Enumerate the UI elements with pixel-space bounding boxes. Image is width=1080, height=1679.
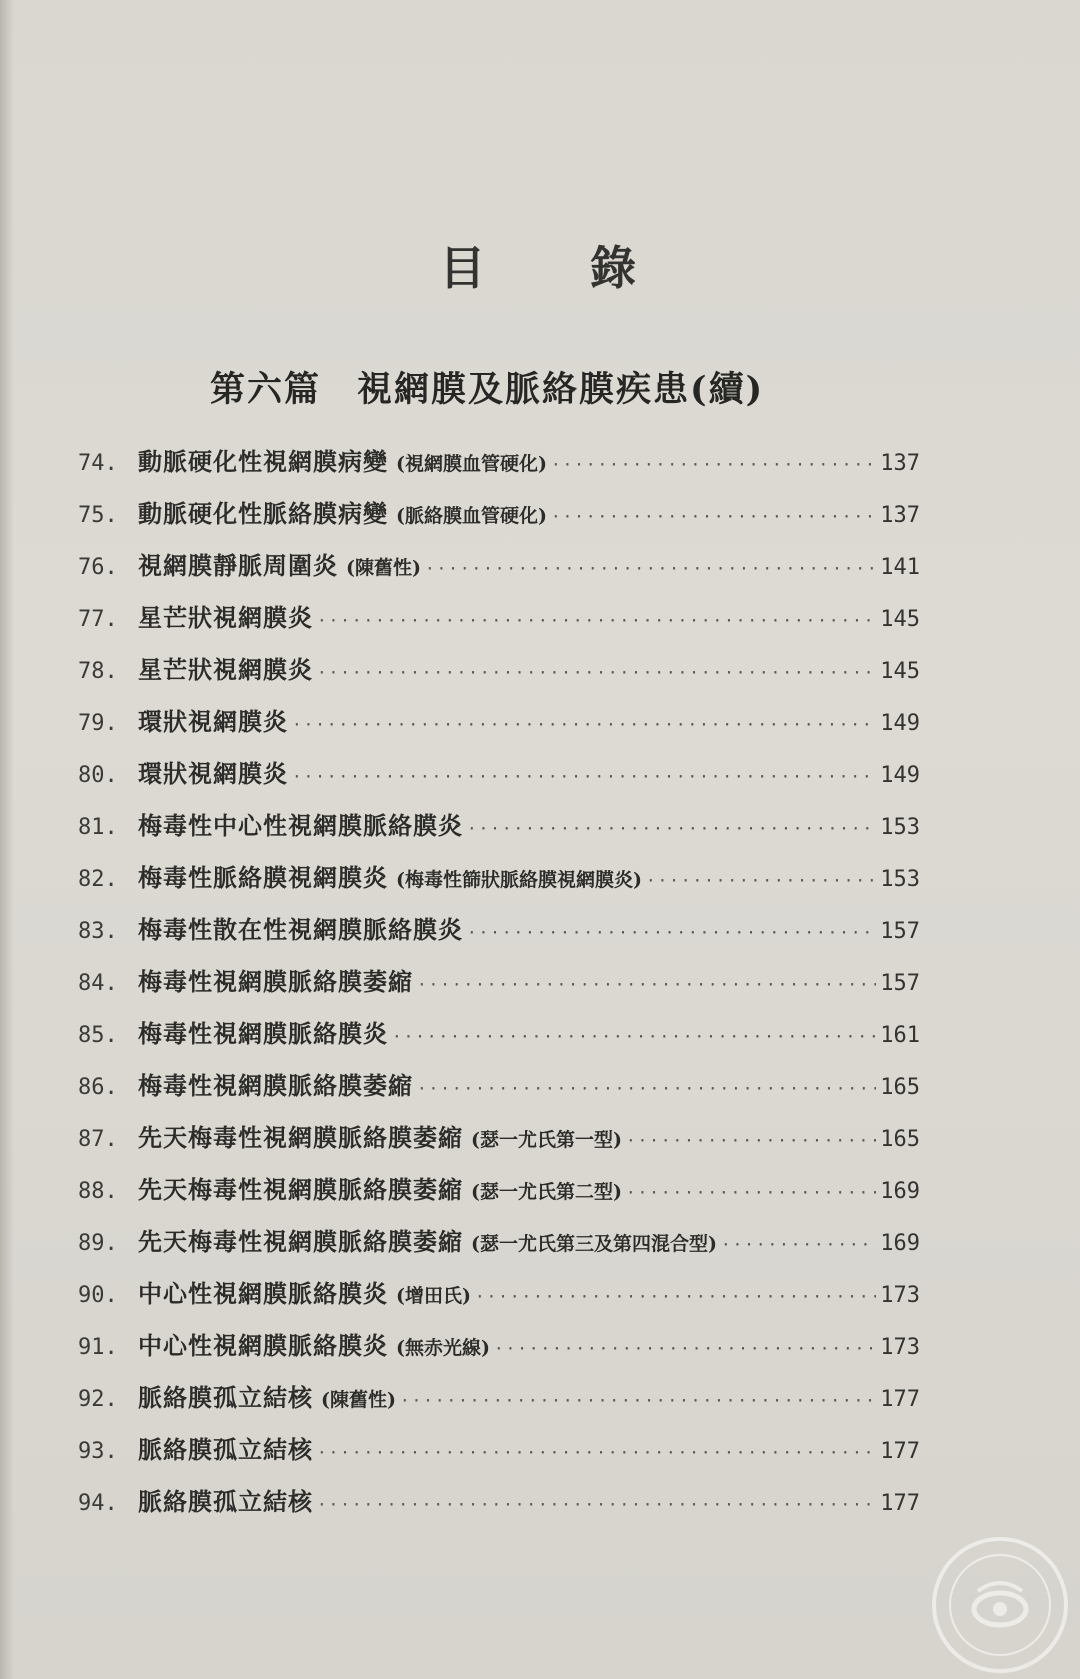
entry-title: 中心性視網膜脈絡膜炎 [138, 1331, 388, 1360]
dot-leader [292, 767, 876, 786]
entry-page-number: 149 [880, 711, 920, 736]
entry-page-number: 137 [880, 503, 920, 528]
entry-number: 94. [78, 1491, 118, 1516]
toc-entry[interactable] [78, 1482, 920, 1534]
entry-number: 87. [78, 1127, 118, 1152]
entry-page-number: 145 [880, 659, 920, 684]
toc-entry[interactable] [78, 702, 920, 754]
entry-title: 先天梅毒性視網膜脈絡膜萎縮 [138, 1227, 463, 1256]
toc-entry[interactable] [78, 858, 920, 910]
section-heading [210, 362, 764, 412]
toc-entry[interactable] [78, 1430, 920, 1482]
dot-leader [425, 559, 876, 578]
page-title [0, 232, 1080, 298]
entry-title: 脈絡膜孤立結核 [138, 1435, 313, 1464]
dot-leader [317, 611, 876, 630]
dot-leader [551, 507, 876, 526]
entry-page-number: 161 [880, 1023, 920, 1048]
entry-number: 82. [78, 867, 118, 892]
entry-title: 梅毒性視網膜脈絡膜萎縮 [138, 967, 413, 996]
entry-note: (陳舊性) [321, 1389, 396, 1411]
entry-title: 脈絡膜孤立結核 [138, 1487, 313, 1516]
entry-title: 先天梅毒性視網膜脈絡膜萎縮 [138, 1175, 463, 1204]
entry-note: (陳舊性) [346, 557, 421, 579]
toc-entry[interactable] [78, 494, 920, 546]
entry-title: 梅毒性視網膜脈絡膜炎 [138, 1019, 388, 1048]
entry-title: 環狀視網膜炎 [138, 759, 288, 788]
section-name: 視網膜及脈絡膜疾患(續) [357, 369, 765, 410]
entry-page-number: 149 [880, 763, 920, 788]
dot-leader [317, 663, 876, 682]
dot-leader [467, 923, 876, 942]
entry-note: (梅毒性篩狀脈絡膜視網膜炎) [396, 869, 642, 891]
entry-number: 91. [78, 1335, 118, 1360]
entry-page-number: 153 [880, 815, 920, 840]
entry-title: 視網膜靜脈周圍炎 [138, 551, 338, 580]
entry-page-number: 165 [880, 1127, 920, 1152]
entry-page-number: 177 [880, 1491, 920, 1516]
entry-page-number: 173 [880, 1283, 920, 1308]
entry-number: 79. [78, 711, 118, 736]
entry-note: (瑟一尤氏第二型) [471, 1181, 622, 1203]
toc-entry[interactable] [78, 754, 920, 806]
toc-entry[interactable] [78, 910, 920, 962]
entry-page-number: 157 [880, 971, 920, 996]
entry-note: (視網膜血管硬化) [396, 453, 547, 475]
entry-page-number: 173 [880, 1335, 920, 1360]
entry-page-number: 169 [880, 1179, 920, 1204]
museum-seal-watermark [930, 1535, 1070, 1675]
toc-entry[interactable] [78, 1378, 920, 1430]
entry-number: 84. [78, 971, 118, 996]
dot-leader [292, 715, 876, 734]
entry-title: 梅毒性視網膜脈絡膜萎縮 [138, 1071, 413, 1100]
toc-entry[interactable] [78, 1170, 920, 1222]
entry-number: 86. [78, 1075, 118, 1100]
entry-title: 梅毒性散在性視網膜脈絡膜炎 [138, 915, 463, 944]
entry-page-number: 145 [880, 607, 920, 632]
toc-entry[interactable] [78, 1222, 920, 1274]
entry-title: 脈絡膜孤立結核 [138, 1383, 313, 1412]
dot-leader [626, 1183, 876, 1202]
entry-page-number: 137 [880, 451, 920, 476]
toc-entry[interactable] [78, 442, 920, 494]
entry-number: 85. [78, 1023, 118, 1048]
entry-page-number: 169 [880, 1231, 920, 1256]
entry-note: (瑟一尤氏第一型) [471, 1129, 622, 1151]
entry-page-number: 177 [880, 1387, 920, 1412]
entry-note: (脈絡膜血管硬化) [396, 505, 547, 527]
entry-number: 93. [78, 1439, 118, 1464]
entry-number: 89. [78, 1231, 118, 1256]
entry-number: 78. [78, 659, 118, 684]
toc-entry[interactable] [78, 962, 920, 1014]
toc-entry[interactable] [78, 1326, 920, 1378]
entry-number: 76. [78, 555, 118, 580]
dot-leader [400, 1391, 876, 1410]
entry-note: (瑟一尤氏第三及第四混合型) [471, 1233, 717, 1255]
entry-page-number: 165 [880, 1075, 920, 1100]
entry-page-number: 157 [880, 919, 920, 944]
dot-leader [551, 455, 876, 474]
toc-entry[interactable] [78, 1118, 920, 1170]
entry-number: 90. [78, 1283, 118, 1308]
entry-page-number: 153 [880, 867, 920, 892]
entry-title: 動脈硬化性視網膜病變 [138, 447, 388, 476]
dot-leader [317, 1495, 876, 1514]
entry-note: (增田氏) [396, 1285, 471, 1307]
entry-title: 動脈硬化性脈絡膜病變 [138, 499, 388, 528]
dot-leader [392, 1027, 876, 1046]
title-char-1: 目 [439, 241, 490, 295]
entry-number: 88. [78, 1179, 118, 1204]
dot-leader [317, 1443, 876, 1462]
entry-title: 梅毒性中心性視網膜脈絡膜炎 [138, 811, 463, 840]
entry-page-number: 141 [880, 555, 920, 580]
entry-number: 81. [78, 815, 118, 840]
toc-entry[interactable] [78, 806, 920, 858]
dot-leader [417, 975, 876, 994]
entry-title: 梅毒性脈絡膜視網膜炎 [138, 863, 388, 892]
entry-title: 中心性視網膜脈絡膜炎 [138, 1279, 388, 1308]
toc-entry[interactable] [78, 546, 920, 598]
toc-entry[interactable] [78, 1274, 920, 1326]
dot-leader [475, 1287, 876, 1306]
dot-leader [721, 1235, 876, 1254]
entry-title: 環狀視網膜炎 [138, 707, 288, 736]
table-of-contents [78, 442, 920, 1534]
dot-leader [646, 871, 876, 890]
entry-number: 83. [78, 919, 118, 944]
entry-number: 75. [78, 503, 118, 528]
dot-leader [417, 1079, 876, 1098]
entry-number: 80. [78, 763, 118, 788]
entry-title: 先天梅毒性視網膜脈絡膜萎縮 [138, 1123, 463, 1152]
entry-title: 星芒狀視網膜炎 [138, 603, 313, 632]
entry-title: 星芒狀視網膜炎 [138, 655, 313, 684]
dot-leader [467, 819, 876, 838]
entry-note: (無赤光線) [396, 1337, 490, 1359]
toc-entry[interactable] [78, 598, 920, 650]
dot-leader [626, 1131, 876, 1150]
entry-number: 74. [78, 451, 118, 476]
entry-number: 92. [78, 1387, 118, 1412]
dot-leader [494, 1339, 876, 1358]
toc-entry[interactable] [78, 650, 920, 702]
title-char-2: 錄 [590, 241, 641, 295]
entry-page-number: 177 [880, 1439, 920, 1464]
toc-entry[interactable] [78, 1066, 920, 1118]
toc-entry[interactable] [78, 1014, 920, 1066]
entry-number: 77. [78, 607, 118, 632]
section-part: 第六篇 [210, 369, 322, 410]
